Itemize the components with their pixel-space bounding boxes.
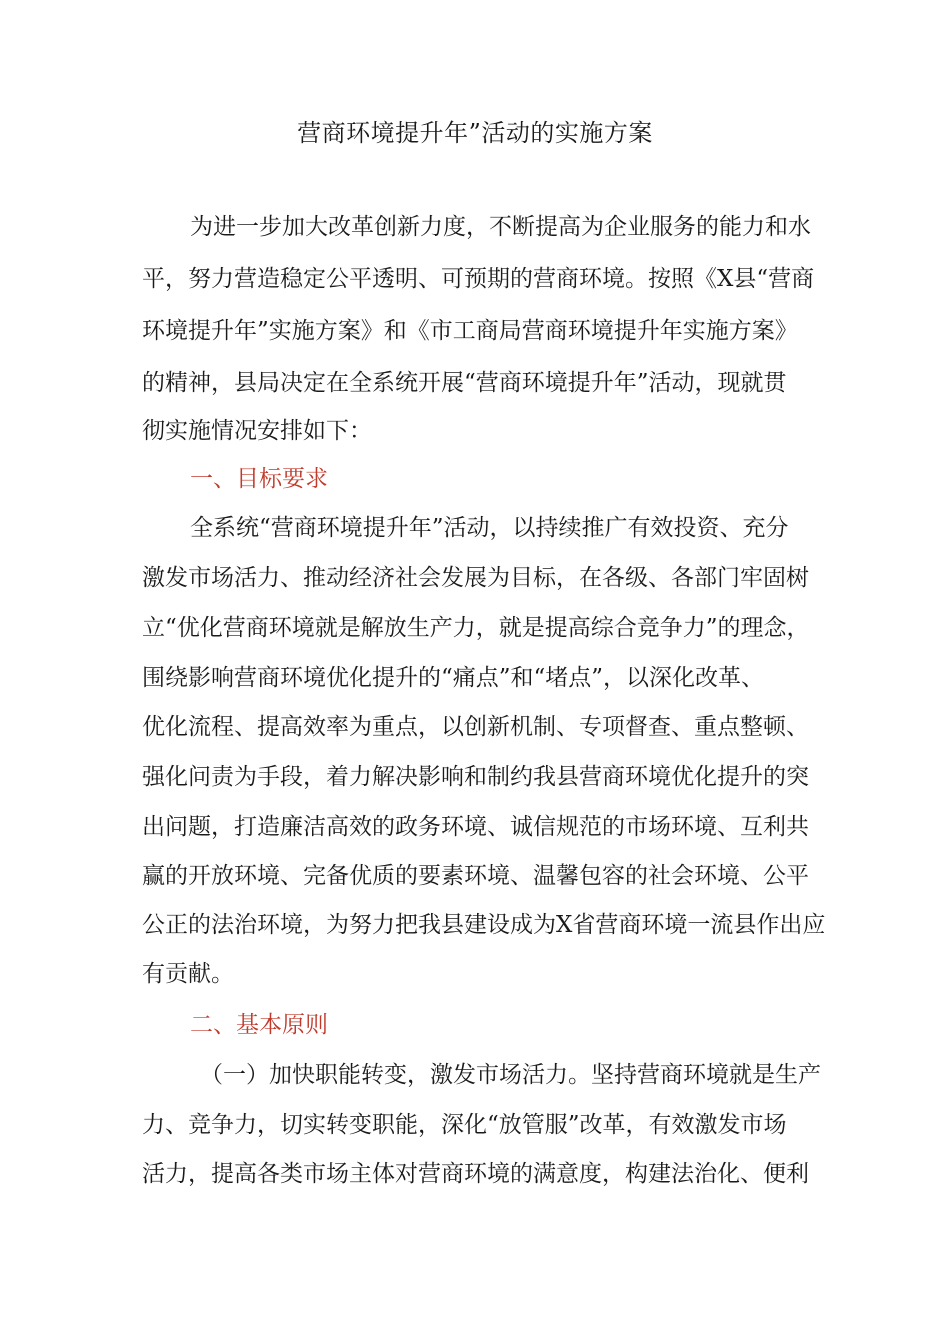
section-1-line-8: 赢的开放环境、完备优质的要素环境、温馨包容的社会环境、公平 [142, 863, 809, 889]
section-2-line-1: （一）加快职能转变，激发市场活力。坚持营商环境就是生产 [200, 1062, 821, 1088]
section-1-line-7: 出问题，打造廉洁高效的政务环境、诚信规范的市场环境、互利共 [142, 814, 809, 840]
intro-line-2: 平，努力营造稳定公平透明、可预期的营商环境。按照《X县“营商 [142, 266, 815, 292]
intro-line-1: 为进一步加大改革创新力度，不断提高为企业服务的能力和水 [190, 214, 811, 240]
section-1-line-5: 优化流程、提高效率为重点，以创新机制、专项督查、重点整顿、 [142, 714, 809, 740]
section-1-line-3: 立“优化营商环境就是解放生产力，就是提高综合竞争力”的理念， [142, 615, 810, 641]
section-1-line-6: 强化问责为手段，着力解决影响和制约我县营商环境优化提升的突 [142, 764, 809, 790]
section-2-line-2: 力、竞争力，切实转变职能，深化“放管服”改革，有效激发市场 [142, 1112, 787, 1138]
section-1-line-4: 围绕影响营商环境优化提升的“痛点”和“堵点”，以深化改革、 [142, 665, 765, 691]
section-1-line-9: 公正的法治环境，为努力把我县建设成为X省营商环境一流县作出应 [142, 912, 826, 938]
section-1-line-10: 有贡献。 [142, 961, 234, 987]
section-1-line-1: 全系统“营商环境提升年”活动，以持续推广有效投资、充分 [190, 515, 789, 541]
intro-line-3: 环境提升年”实施方案》和《市工商局营商环境提升年实施方案》 [142, 318, 798, 344]
section-2-heading: 二、基本原则 [190, 1012, 328, 1038]
section-1-heading: 一、目标要求 [190, 466, 328, 492]
document-title: 营商环境提升年”活动的实施方案 [297, 119, 653, 147]
intro-line-4: 的精神，县局决定在全系统开展“营商环境提升年”活动，现就贯 [142, 370, 787, 396]
section-2-line-3: 活力，提高各类市场主体对营商环境的满意度，构建法治化、便利 [142, 1161, 809, 1187]
intro-line-5: 彻实施情况安排如下： [142, 418, 372, 444]
section-1-line-2: 激发市场活力、推动经济社会发展为目标，在各级、各部门牢固树 [142, 565, 809, 591]
